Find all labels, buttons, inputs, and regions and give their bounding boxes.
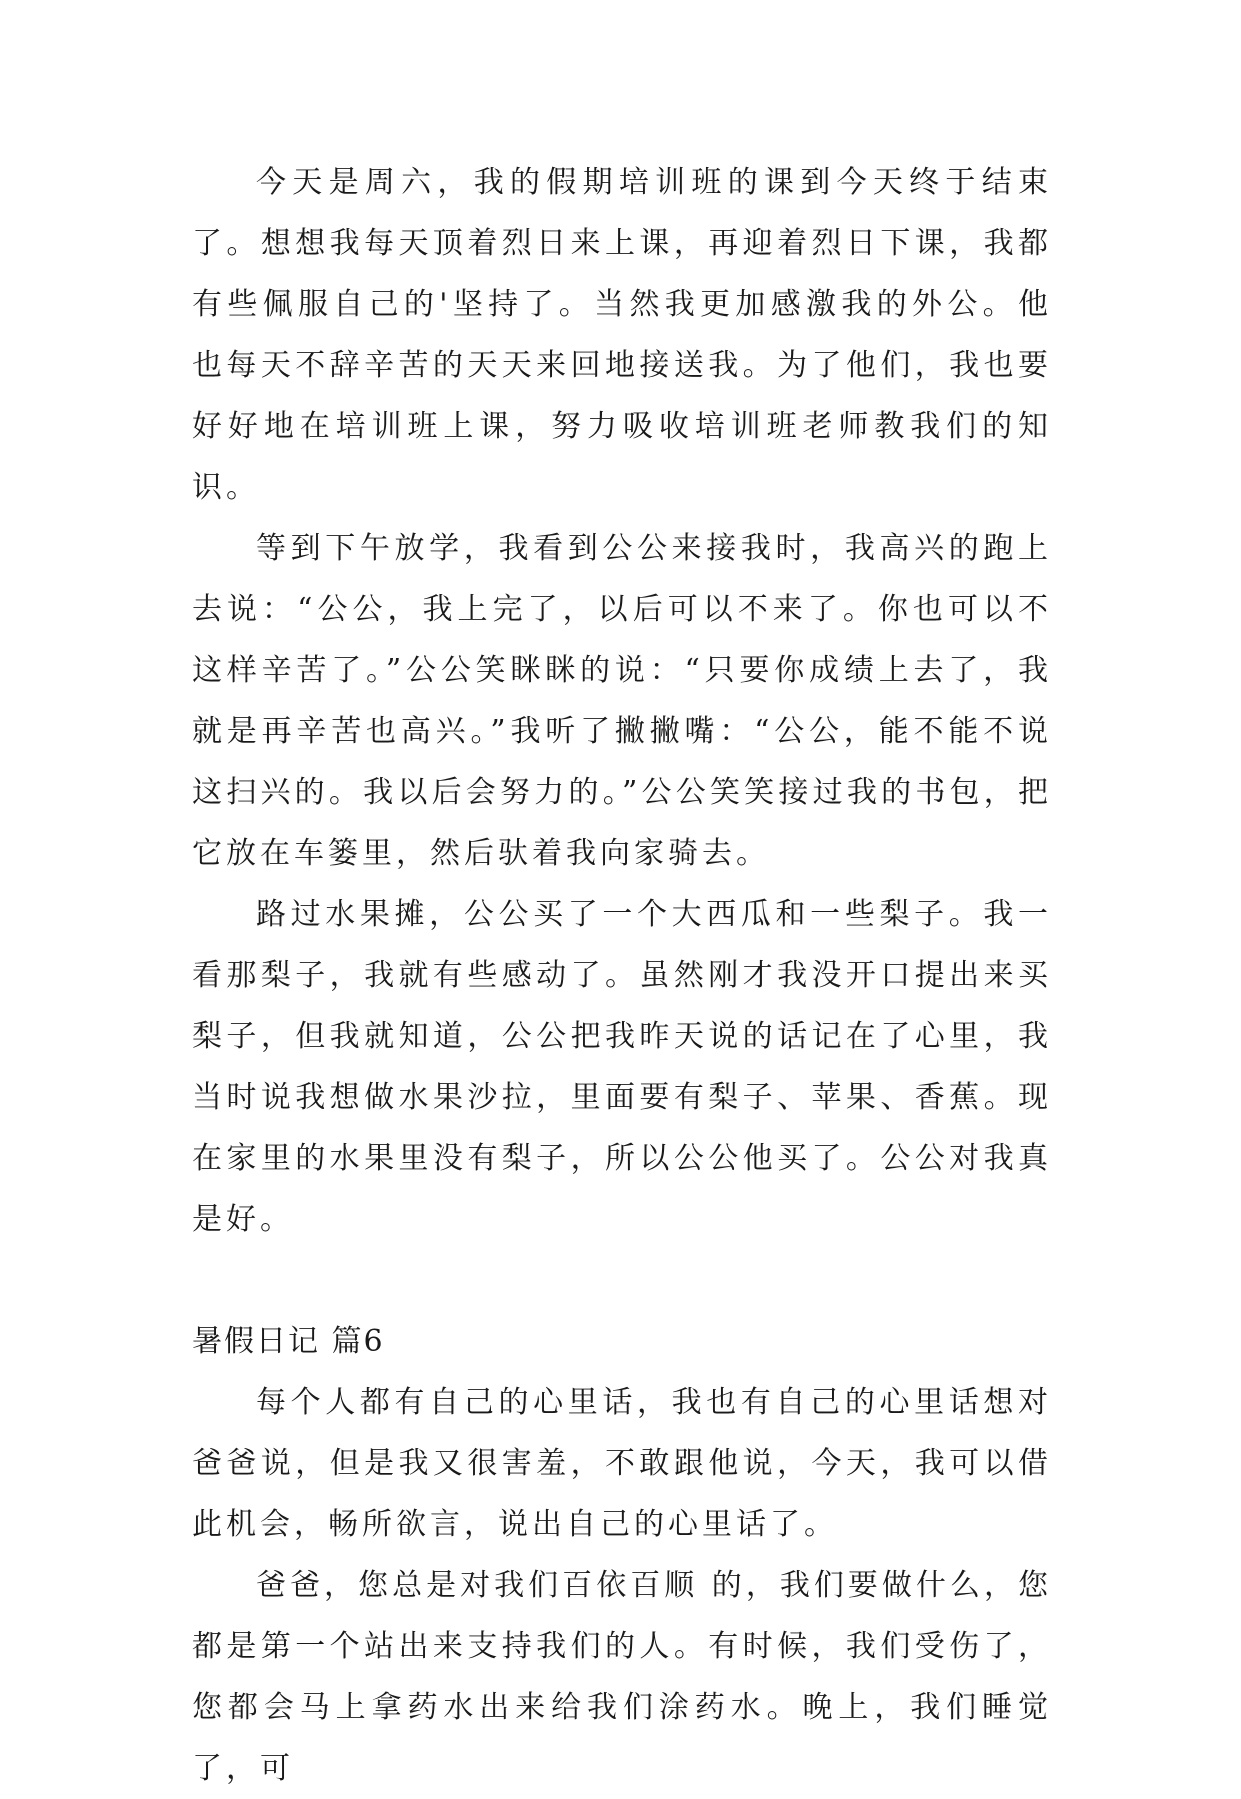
paragraph: 爸爸，您总是对我们百依百顺 的，我们要做什么，您都是第一个站出来支持我们的人。有时候，我们受伤了，您都会马上拿药水出来给我们涂药水。晚上，我们睡觉了，可 bbox=[192, 1568, 1052, 1786]
paragraph: 路过水果摊，公公买了一个大西瓜和一些梨子。我一看那梨子，我就有些感动了。虽然刚才我没开口提出来买梨子，但我就知道，公公把我昨天说的话记在了心里，我当时说我想做水果沙拉，里面要有梨子、苹果、香蕉。现在家里的水果里没有梨子，所以公公他买了。公公对我真是好。 bbox=[192, 897, 1052, 1237]
section-heading: 暑假日记 篇6 bbox=[192, 1324, 385, 1359]
paragraph: 今天是周六，我的假期培训班的课到今天终于结束了。想想我每天顶着烈日来上课，再迎着烈日下课，我都有些佩服自己的'坚持了。当然我更加感激我的外公。他也每天不辞辛苦的天天来回地接送我。为了他们，我也要好好地在培训班上课，努力吸收培训班老师教我们的知识。 bbox=[192, 165, 1052, 505]
paragraph: 等到下午放学，我看到公公来接我时，我高兴的跑上去说：“公公，我上完了，以后可以不来了。你也可以不这样辛苦了。”公公笑眯眯的说：“只要你成绩上去了，我就是再辛苦也高兴。”我听了撇撇嘴：“公公，能不能不说这扫兴的。我以后会努力的。”公公笑笑接过我的书包，把它放在车篓里，然后驮着我向家骑去。 bbox=[192, 531, 1052, 871]
paragraph: 每个人都有自己的心里话，我也有自己的心里话想对爸爸说，但是我又很害羞，不敢跟他说，今天，我可以借此机会，畅所欲言，说出自己的心里话了。 bbox=[192, 1385, 1052, 1542]
document-body bbox=[192, 152, 1052, 1799]
